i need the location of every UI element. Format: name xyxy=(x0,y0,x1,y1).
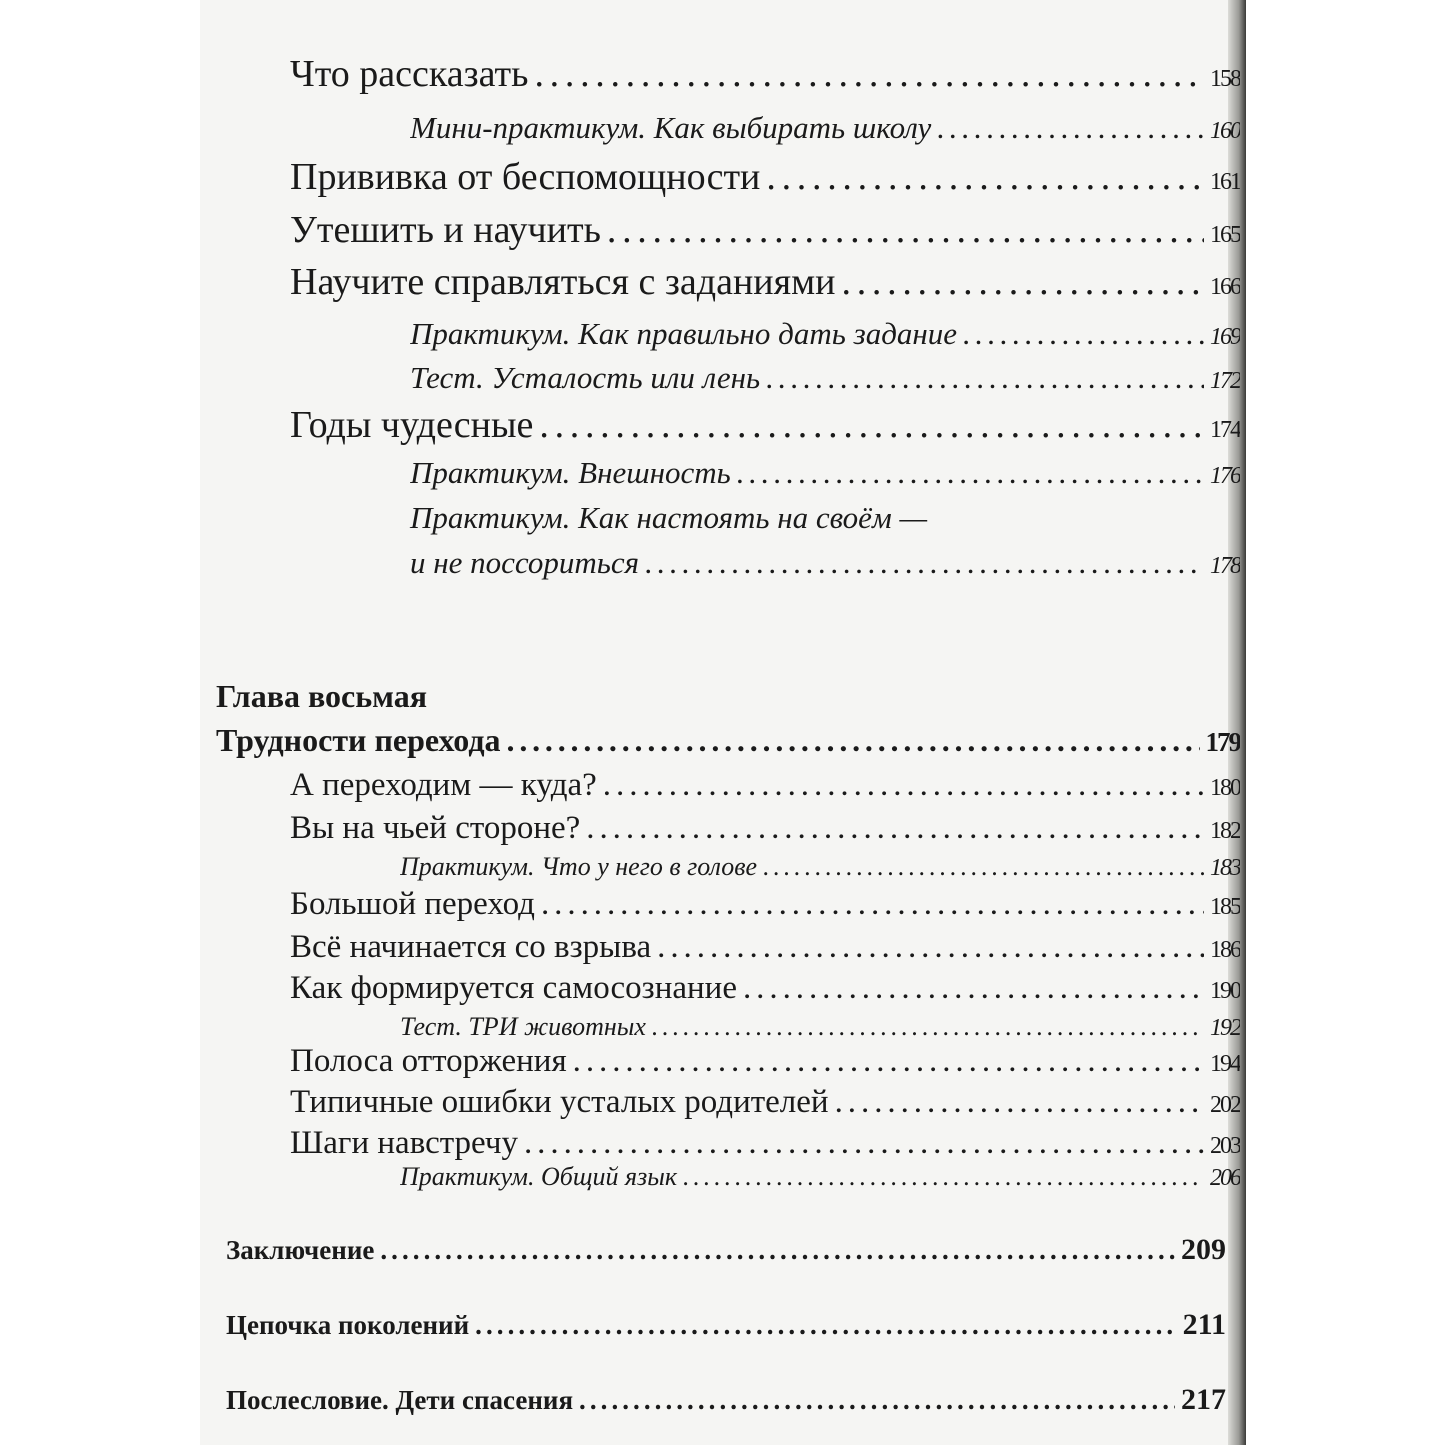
toc-entry-title: Мини-практикум. Как выбирать школу xyxy=(410,110,932,145)
toc-entry-title: Практикум. Внешность xyxy=(410,455,731,490)
toc-entry xyxy=(290,1043,1240,1080)
toc-entry-page: 161 xyxy=(1210,169,1240,195)
toc-entry-page: 186 xyxy=(1210,937,1240,963)
toc-entry xyxy=(290,403,1240,447)
toc-entry-title: Практикум. Как настоять на своём — xyxy=(410,500,928,535)
toc-entry-title: Послесловие. Дети спасения xyxy=(226,1385,574,1415)
chapter-title-entry xyxy=(216,722,1240,759)
toc-entry-page: 158 xyxy=(1210,66,1240,92)
toc-entry xyxy=(400,852,1240,882)
toc-entry-page: 172 xyxy=(1210,368,1240,394)
toc-entry-title: Как формируется самосознание xyxy=(290,970,737,1006)
toc-entry xyxy=(290,208,1240,252)
toc-entry-page: 183 xyxy=(1210,855,1240,881)
toc-entry-page: 160 xyxy=(1210,118,1240,144)
toc-entry-title: Вы на чьей стороне? xyxy=(290,810,581,846)
toc-entry-page: 206 xyxy=(1210,1165,1240,1191)
toc-entry xyxy=(410,455,1240,491)
toc-entry xyxy=(400,1162,1240,1192)
toc-entry-page: 178 xyxy=(1210,553,1240,579)
toc-entry xyxy=(290,155,1240,199)
toc-entry-title: Шаги навстречу xyxy=(290,1125,518,1161)
toc-entry-page: 169 xyxy=(1210,324,1240,350)
toc-entry-page: 174 xyxy=(1210,417,1240,443)
toc-entry-page: 180 xyxy=(1210,775,1240,801)
toc-entry-title: Типичные ошибки усталых родителей xyxy=(290,1084,829,1120)
toc-entry-page: 185 xyxy=(1210,894,1240,920)
toc-entry-title: Утешить и научить xyxy=(290,209,601,251)
toc-entry xyxy=(290,810,1240,847)
toc-entry-page: 176 xyxy=(1210,463,1240,489)
toc-entry-title: Заключение xyxy=(226,1235,375,1265)
toc-entry-title: Что рассказать xyxy=(290,53,529,95)
toc-entry xyxy=(410,110,1240,146)
toc-entry-bold xyxy=(226,1308,1226,1342)
toc-entry-title: Практикум. Как правильно дать задание xyxy=(410,316,958,351)
toc-entry-title: Практикум. Что у него в голове xyxy=(400,852,758,881)
toc-entry xyxy=(290,52,1240,96)
toc-entry-title: Всё начинается со взрыва xyxy=(290,929,652,965)
toc-entry-title: и не поссориться xyxy=(410,545,640,580)
toc-entry-title: Цепочка поколений xyxy=(226,1310,470,1340)
toc-entry xyxy=(290,929,1240,966)
chapter-page: 179 xyxy=(1205,727,1240,757)
chapter-title: Трудности перехода xyxy=(216,722,501,758)
toc-entry-title: Научите справляться с заданиями xyxy=(290,261,836,303)
toc-entry-title: Прививка от беспомощности xyxy=(290,156,761,198)
toc-entry xyxy=(410,316,1240,352)
toc-entry xyxy=(290,260,1240,304)
toc-entry xyxy=(290,970,1240,1007)
toc-entry xyxy=(290,886,1240,923)
toc-entry-page: 209 xyxy=(1181,1233,1226,1266)
toc-entry-page: 202 xyxy=(1210,1092,1240,1118)
toc-entry xyxy=(290,767,1240,804)
chapter-heading: Глава восьмая xyxy=(216,678,428,714)
toc-entry-page: 190 xyxy=(1210,978,1240,1004)
toc-entry-page: 194 xyxy=(1210,1051,1240,1077)
toc-entry xyxy=(290,1084,1240,1121)
toc-entry xyxy=(290,1125,1240,1162)
toc-entry-page: 166 xyxy=(1210,274,1240,300)
toc-entry xyxy=(410,545,1240,581)
toc-entry-title: Практикум. Общий язык xyxy=(400,1162,677,1191)
toc-entry-title: А переходим — куда? xyxy=(290,767,597,803)
toc-entry-page: 211 xyxy=(1182,1308,1226,1341)
toc-entry-title: Тест. Усталость или лень xyxy=(410,360,761,395)
toc-entry-page: 217 xyxy=(1181,1383,1226,1416)
toc-entry xyxy=(410,360,1240,396)
toc-entry-page: 192 xyxy=(1210,1015,1240,1041)
toc-entry-title: Годы чудесные xyxy=(290,404,534,446)
toc-entry xyxy=(400,1012,1240,1042)
toc-entry-bold xyxy=(226,1233,1226,1267)
toc-entry-title: Большой переход xyxy=(290,886,535,922)
toc-entry-title: Тест. ТРИ животных xyxy=(400,1012,646,1041)
toc-entry-page: 203 xyxy=(1210,1133,1240,1159)
toc-entry-title: Полоса отторжения xyxy=(290,1043,567,1079)
toc-entry-page: 182 xyxy=(1210,818,1240,844)
toc-entry-bold xyxy=(226,1383,1226,1417)
toc-entry-page: 165 xyxy=(1210,222,1240,248)
